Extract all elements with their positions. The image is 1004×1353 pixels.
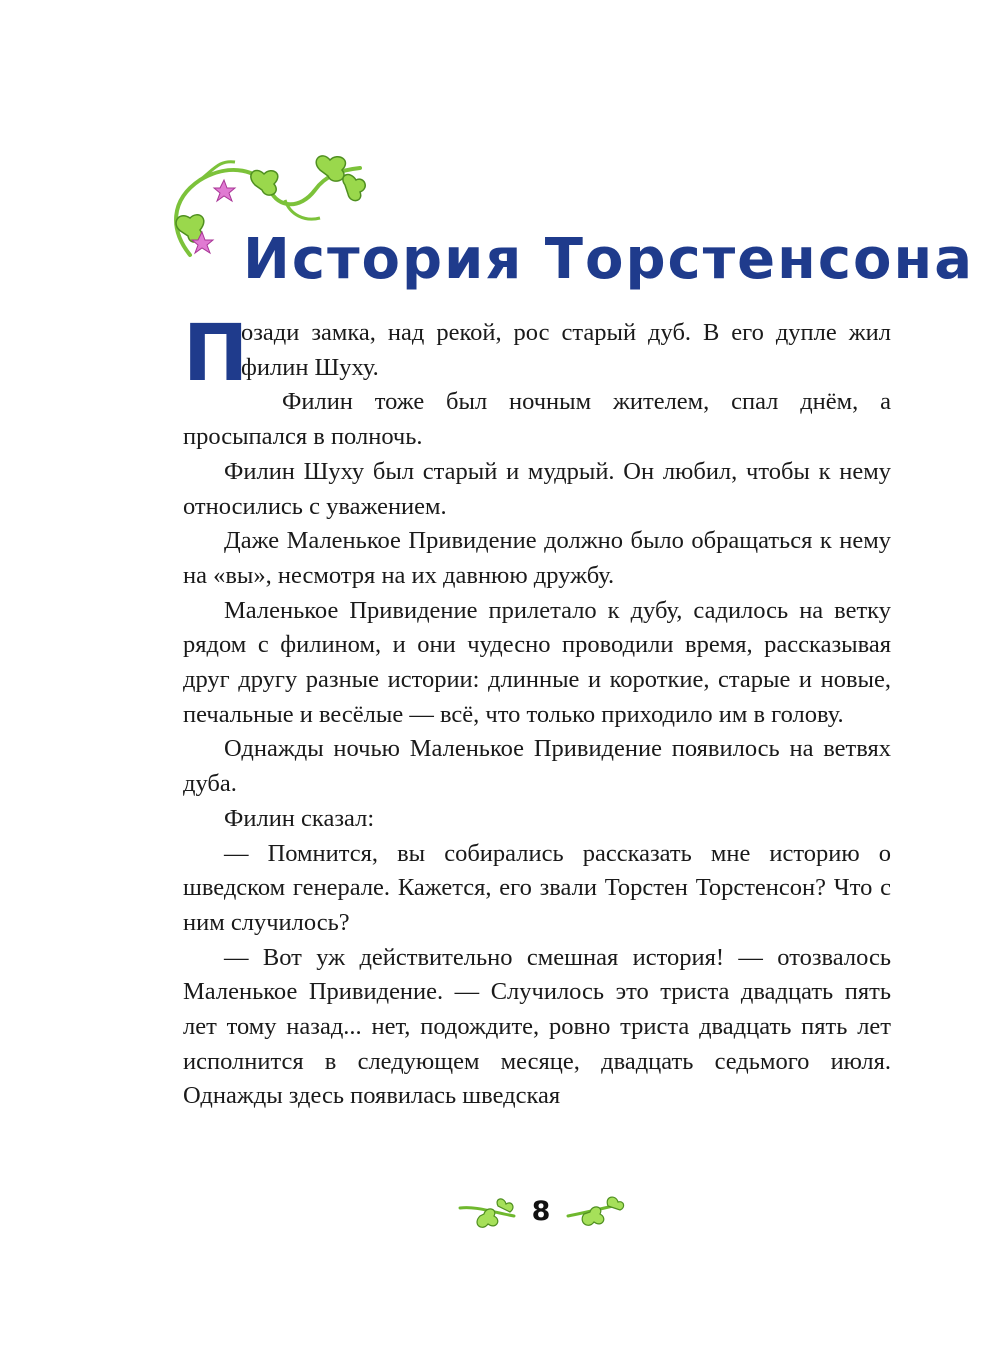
paragraph: Однажды ночью Маленькое Привидение появилось на ветвях дуба. <box>183 735 891 798</box>
paragraph: Даже Маленькое Привидение должно было обращаться к нему на «вы», несмотря на их давнюю дружбу. <box>183 527 891 589</box>
paragraph: Маленькое Привидение прилетало к дубу, садилось на ветку рядом с филином, и они чудесно проводили время, рассказывая друг другу разные истории: длинные и короткие, старые и новые, печальные и весёлые — всё, что только приходило им в голову. <box>183 596 891 728</box>
paragraph: Филин сказал: <box>224 804 375 832</box>
leaf-sprig-icon <box>564 1194 626 1230</box>
paragraph: — Вот уж действительно смешная история! — отозвалось Маленькое Привидение. — Случилось это триста двадцать пять лет тому назад... нет, подождите, ровно триста двадцать пять лет исполнится в следующем месяце, двадцать седьмого июля. Однажды здесь появилась шведская <box>183 943 891 1110</box>
paragraph-text: озади замка, над рекой, рос старый дуб. В его дупле жил филин Шуху. <box>241 319 891 381</box>
leaf-sprig-icon <box>456 1196 518 1232</box>
chapter-body <box>183 309 891 1114</box>
paragraph: Филин Шуху был старый и мудрый. Он любил, чтобы к нему относились с уважением. <box>183 457 891 520</box>
page-footer <box>456 1188 626 1236</box>
paragraph: — Помнится, вы собирались рассказать мне историю о шведском генерале. Кажется, его звали Торстен Торстенсон? Что с ним случилось? <box>183 839 891 936</box>
paragraph <box>183 309 891 399</box>
chapter-title: История Торстенсона <box>243 227 974 292</box>
drop-cap: П <box>183 309 245 399</box>
paragraph: Филин тоже был ночным жителем, спал днём, а просыпался в полночь. <box>183 388 891 451</box>
page-number: 8 <box>531 1196 551 1227</box>
